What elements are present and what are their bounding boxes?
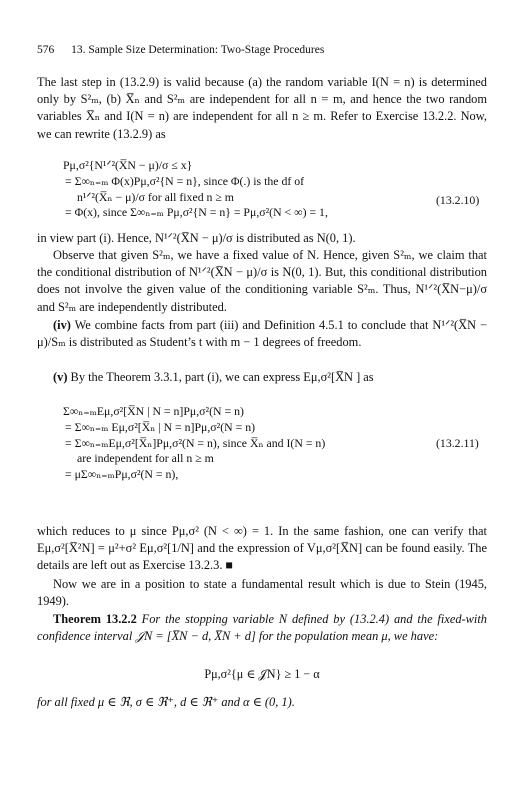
eq1-line-2: = Σ∞ₙ₌ₘ Φ(x)Pμ,σ²{N = n}, since Φ(.) is the df of bbox=[65, 173, 305, 188]
equation-13-2-11 bbox=[63, 404, 325, 483]
paragraph-3: Observe that given S²ₘ, we have a fixed value of N. Hence, given S²ₘ, we claim that the conditional distribution of N¹ᐟ²(X̅N − μ)/σ is N(0, 1). But, this conditional distribution does not involve the given value of the conditioning variable S²ₘ. Thus, N¹ᐟ²(X̅N−μ)/σ and S²ₘ are independently distributed. bbox=[37, 248, 487, 314]
part-v-label: (v) bbox=[53, 370, 68, 384]
paragraph-7: Now we are in a position to state a fundamental result which is due to Stein (1945, 1949). bbox=[37, 577, 487, 609]
theorem-label: Theorem 13.2.2 bbox=[53, 612, 137, 626]
equation-number-13-2-11: (13.2.11) bbox=[436, 436, 479, 450]
equation-13-2-10 bbox=[63, 158, 328, 221]
part-iv-label: (iv) bbox=[53, 318, 71, 332]
paragraph-1: The last step in (13.2.9) is valid because (a) the random variable I(N = n) is determined only by S²ₘ, (b) X̅ₙ and S²ₘ are independent for all n = m, and hence the two random variables X̅ₙ and I(N = n) are independent for all n ≥ m. Refer to Exercise 13.2.2. Now, we can rewrite (13.2.9) as bbox=[37, 75, 487, 141]
theorem-13-2-2 bbox=[37, 611, 487, 645]
eq2-line-1: Σ∞ₙ₌ₘEμ,σ²[X̅N | N = n]Pμ,σ²(N = n) bbox=[63, 404, 244, 418]
theorem-conditions: for all fixed μ ∈ ℜ, σ ∈ ℜ⁺, d ∈ ℜ⁺ and α ∈ (0, 1). bbox=[37, 695, 295, 709]
theorem-statement: For the stopping variable N defined by (13.2.4) and the fixed-with confidence interval 𝒥N = [X̅N − d, X̅N + d] for the population mean μ, we have: bbox=[37, 612, 487, 644]
eq2-line-4: are independent for all n ≥ m bbox=[77, 451, 214, 466]
eq1-line-3: n¹ᐟ²(X̅ₙ − μ)/σ for all fixed n ≥ m bbox=[77, 189, 234, 204]
eq1-line-1: Pμ,σ²{N¹ᐟ²(X̅N − μ)/σ ≤ x} bbox=[63, 158, 193, 172]
page-number: 576 bbox=[37, 44, 55, 56]
eq2-line-3: = Σ∞ₙ₌ₘEμ,σ²[X̅ₙ]Pμ,σ²(N = n), since X̅ₙ and I(N = n) bbox=[65, 435, 326, 450]
theorem-inequality: Pμ,σ²{μ ∈ 𝒥N} ≥ 1 − α bbox=[204, 667, 320, 681]
equation-number-13-2-10: (13.2.10) bbox=[436, 193, 480, 207]
eq2-line-2: = Σ∞ₙ₌ₘ Eμ,σ²[X̅ₙ | N = n]Pμ,σ²(N = n) bbox=[65, 419, 256, 434]
eq2-line-5: = μΣ∞ₙ₌ₘPμ,σ²(N = n), bbox=[65, 467, 179, 482]
paragraph-2: in view part (i). Hence, N¹ᐟ²(X̅N − μ)/σ is distributed as N(0, 1). bbox=[37, 231, 356, 245]
paragraph-6: which reduces to μ since Pμ,σ² (N < ∞) = 1. In the same fashion, one can verify that Eμ,σ²[X̅²N] = μ²+σ² Eμ,σ²[1/N] and the expression of Vμ,σ²[X̅N] can be found easily. The details are left out as Exercise 13.2.3. ■ bbox=[37, 524, 487, 573]
paragraph-4: (iv) We combine facts from part (iii) and Definition 4.5.1 to conclude that N¹ᐟ²(X̅N − μ)/Sₘ is distributed as Student’s t with m − 1 degrees of freedom. bbox=[37, 318, 487, 350]
running-title: 13. Sample Size Determination: Two-Stage Procedures bbox=[71, 44, 325, 56]
eq1-line-4: = Φ(x), since Σ∞ₙ₌ₘ Pμ,σ²{N = n} = Pμ,σ²(N < ∞) = 1, bbox=[65, 205, 328, 220]
running-header bbox=[37, 44, 324, 56]
paragraph-5: (v) By the Theorem 3.3.1, part (i), we can express Eμ,σ²[X̅N ] as bbox=[53, 370, 374, 384]
